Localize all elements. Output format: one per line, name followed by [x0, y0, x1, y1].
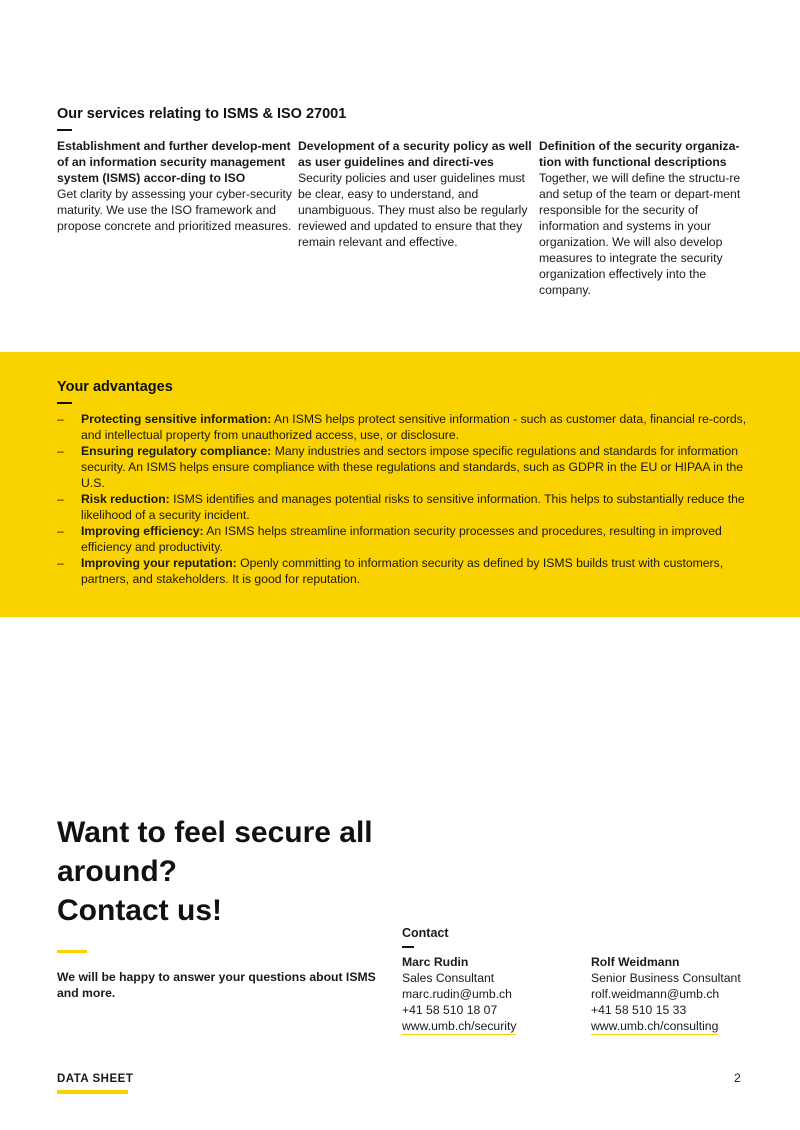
person-website-link[interactable]: www.umb.ch/security [402, 1018, 517, 1033]
advantage-label: Improving your reputation: [81, 556, 237, 570]
footer-label: DATA SHEET [57, 1073, 134, 1085]
advantage-label: Improving efficiency: [81, 524, 204, 538]
service-heading: Development of a security policy as well as user guidelines and directi-ves [298, 139, 532, 169]
advantage-label: Risk reduction: [81, 492, 170, 506]
bullet-dash: – [57, 524, 64, 538]
bullet-dash: – [57, 492, 64, 506]
cta-text: We will be happy to answer your questions about ISMS and more. [57, 970, 376, 1000]
service-heading: Definition of the security organiza-tion with functional descriptions [539, 139, 740, 169]
service-body: Together, we will define the structu-re and setup of the team or depart-ment responsible for the security of information and systems in your organization. We will also develop measures to integrate the security organization effectively into the company. [539, 171, 741, 297]
person-email[interactable]: marc.rudin@umb.ch [402, 986, 512, 1001]
person-phone: +41 58 510 15 33 [591, 1002, 687, 1017]
advantages-section [0, 352, 800, 617]
service-column [298, 138, 539, 298]
bullet-dash: – [57, 444, 64, 458]
list-item [57, 555, 747, 587]
contact-person [402, 954, 591, 1035]
advantage-label: Protecting sensitive information: [81, 412, 272, 426]
list-item [57, 443, 747, 491]
title-dash [57, 129, 72, 131]
advantages-title: Your advantages [57, 379, 173, 395]
services-columns [57, 138, 747, 298]
cta-heading-line: Contact us! [57, 894, 222, 927]
advantage-text: ISMS identifies and manages potential risks to sensitive information. This helps to substantially reduce the likelihood of a security incident. [81, 492, 745, 522]
contact-person [591, 954, 741, 1035]
title-dash [402, 946, 414, 948]
accent-bar [57, 950, 87, 953]
service-body: Security policies and user guidelines must be clear, easy to understand, and unambiguous. They must also be regularly reviewed and updated to ensure that they remain relevant and effective. [298, 171, 528, 249]
list-item [57, 411, 747, 443]
cta-heading-line: around? [57, 855, 177, 888]
advantage-text: An ISMS helps protect sensitive information - such as customer data, financial re-cords, and intellectual property from unauthorized access, use, or disclosure. [81, 412, 747, 442]
contact-section [402, 926, 762, 1035]
advantage-text: An ISMS helps streamline information security processes and procedures, resulting in improved efficiency and productivity. [81, 524, 722, 554]
contact-title: Contact [402, 926, 449, 940]
call-to-action [57, 813, 387, 1001]
services-title: Our services relating to ISMS & ISO 27001 [57, 106, 347, 122]
services-section [57, 106, 747, 298]
person-website-link[interactable]: www.umb.ch/consulting [591, 1018, 719, 1033]
footer-accent-bar [57, 1090, 128, 1094]
person-phone: +41 58 510 18 07 [402, 1002, 498, 1017]
advantage-text: Openly committing to information security as defined by ISMS builds trust with customers, partners, and stakeholders. It is good for reputation. [81, 556, 724, 586]
title-dash [57, 402, 72, 404]
contact-persons [402, 954, 762, 1035]
person-name: Marc Rudin [402, 954, 469, 969]
bullet-dash: – [57, 412, 64, 426]
person-name: Rolf Weidmann [591, 954, 680, 969]
cta-heading-line: Want to feel secure all [57, 816, 373, 849]
service-column [57, 138, 298, 298]
advantages-list [57, 411, 747, 587]
bullet-dash: – [57, 556, 64, 570]
service-heading: Establishment and further develop-ment of an information security management system (ISMS) accor-ding to ISO [57, 139, 291, 185]
service-body: Get clarity by assessing your cyber-security maturity. We use the ISO framework and propose concrete and prioritized measures. [57, 187, 293, 233]
person-email[interactable]: rolf.weidmann@umb.ch [591, 986, 720, 1001]
list-item [57, 491, 747, 523]
person-role: Sales Consultant [402, 970, 495, 985]
advantage-label: Ensuring regulatory compliance: [81, 444, 272, 458]
list-item [57, 523, 747, 555]
service-column [539, 138, 747, 298]
cta-heading [57, 813, 387, 930]
person-role: Senior Business Consultant [591, 970, 741, 985]
page-number: 2 [734, 1071, 741, 1085]
advantage-text: Many industries and sectors impose specific regulations and standards for information security. An ISMS helps ensure compliance with these regulations and standards, such as GDPR in the EU or HIPAA in the U.S. [81, 444, 744, 490]
